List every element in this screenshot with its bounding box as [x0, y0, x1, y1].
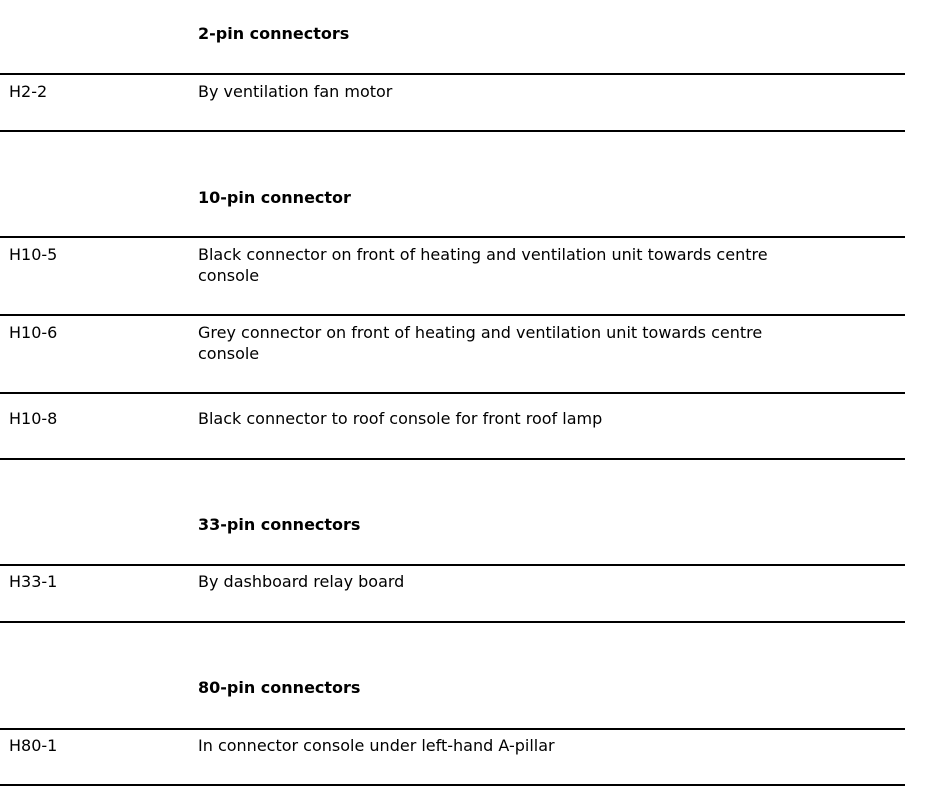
table-rule	[0, 236, 905, 238]
section-heading-80-pin: 80-pin connectors	[198, 678, 361, 697]
connector-code: H80-1	[9, 736, 58, 755]
connector-code: H2-2	[9, 82, 48, 101]
section-heading-2-pin: 2-pin connectors	[198, 24, 350, 43]
connector-location: By ventilation fan motor	[198, 82, 393, 101]
table-rule	[0, 73, 905, 75]
connector-location: Grey connector on front of heating and ventilation unit towards centre console	[198, 323, 763, 363]
table-rule	[0, 564, 905, 566]
section-heading-10-pin: 10-pin connector	[198, 188, 351, 207]
table-rule	[0, 458, 905, 460]
connector-code: H10-8	[9, 409, 58, 428]
table-rule	[0, 621, 905, 623]
connector-code: H10-5	[9, 245, 58, 264]
connector-code: H10-6	[9, 323, 58, 342]
table-rule	[0, 130, 905, 132]
connector-location: By dashboard relay board	[198, 572, 405, 591]
connector-location: In connector console under left-hand A-pillar	[198, 736, 555, 755]
table-rule	[0, 728, 905, 730]
connector-location: Black connector on front of heating and ventilation unit towards centre console	[198, 245, 768, 285]
table-rule	[0, 784, 905, 786]
table-rule	[0, 392, 905, 394]
connector-code: H33-1	[9, 572, 58, 591]
connector-location: Black connector to roof console for front roof lamp	[198, 409, 603, 428]
section-heading-33-pin: 33-pin connectors	[198, 515, 361, 534]
table-rule	[0, 314, 905, 316]
